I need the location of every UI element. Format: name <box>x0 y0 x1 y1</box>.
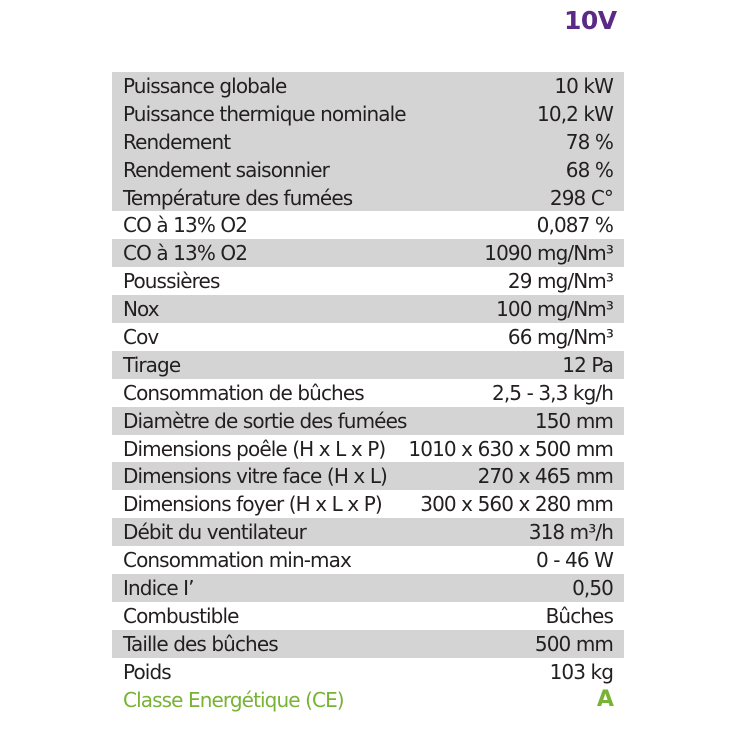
energy-class-value: A <box>596 686 613 712</box>
spec-label: Puissance globale <box>123 73 287 98</box>
spec-value: 300 x 560 x 280 mm <box>420 492 613 517</box>
energy-class-label: Classe Energétique (CE) <box>123 687 344 712</box>
spec-value: 318 m³/h <box>528 520 613 545</box>
spec-value: 10 kW <box>554 73 613 98</box>
spec-row-consommation-buches <box>112 379 624 407</box>
spec-row-nox <box>112 295 624 323</box>
spec-row-debit-ventilateur <box>112 518 624 546</box>
spec-row-temperature-fumees <box>112 184 624 212</box>
spec-value: 66 mg/Nm³ <box>507 324 613 349</box>
spec-value: 0,087 % <box>536 213 613 238</box>
spec-label: Consommation de bûches <box>123 380 364 405</box>
spec-label: Dimensions foyer (H x L x P) <box>123 492 382 517</box>
spec-row-puissance-globale <box>112 72 624 100</box>
model-title: 10V <box>564 6 617 35</box>
spec-label: Température des fumées <box>123 185 353 210</box>
spec-value: 0 - 46 W <box>535 548 613 573</box>
spec-row-poids <box>112 658 624 686</box>
spec-row-diametre-sortie <box>112 407 624 435</box>
spec-value: 103 kg <box>549 659 613 684</box>
spec-row-dimensions-poele <box>112 435 624 463</box>
spec-label: Diamètre de sortie des fumées <box>123 408 407 433</box>
spec-label: Rendement saisonnier <box>123 157 329 182</box>
spec-row-classe-energetique <box>112 686 624 714</box>
spec-label: Puissance thermique nominale <box>123 101 406 126</box>
spec-table <box>112 72 624 713</box>
spec-value: 100 mg/Nm³ <box>496 297 613 322</box>
spec-row-poussieres <box>112 267 624 295</box>
spec-label: Dimensions poêle (H x L x P) <box>123 436 386 461</box>
spec-label: Indice I’ <box>123 575 194 600</box>
spec-value: 2,5 - 3,3 kg/h <box>492 380 613 405</box>
spec-label: CO à 13% O2 <box>123 241 248 266</box>
spec-value: 78 % <box>565 129 613 154</box>
spec-label: Rendement <box>123 129 231 154</box>
spec-label: Tirage <box>123 352 181 377</box>
spec-label: Cov <box>123 324 159 349</box>
spec-row-consommation-min-max <box>112 546 624 574</box>
spec-value: 298 C° <box>549 185 613 210</box>
spec-value: 29 mg/Nm³ <box>507 269 613 294</box>
spec-value: 270 x 465 mm <box>477 464 613 489</box>
spec-label: Taille des bûches <box>123 631 278 656</box>
spec-row-co-mg <box>112 239 624 267</box>
spec-value: 1090 mg/Nm³ <box>484 241 613 266</box>
spec-label: Nox <box>123 297 159 322</box>
spec-row-indice <box>112 574 624 602</box>
spec-label: Débit du ventilateur <box>123 520 306 545</box>
spec-label: Dimensions vitre face (H x L) <box>123 464 387 489</box>
spec-label: CO à 13% O2 <box>123 213 248 238</box>
spec-label: Combustible <box>123 603 239 628</box>
spec-value: 12 Pa <box>562 352 613 377</box>
spec-value: 150 mm <box>534 408 613 433</box>
spec-row-tirage <box>112 351 624 379</box>
spec-row-taille-buches <box>112 630 624 658</box>
spec-value: 1010 x 630 x 500 mm <box>408 436 613 461</box>
spec-row-rendement-saisonnier <box>112 156 624 184</box>
spec-value: 500 mm <box>534 631 613 656</box>
spec-row-cov <box>112 323 624 351</box>
spec-row-dimensions-foyer <box>112 490 624 518</box>
spec-row-dimensions-vitre <box>112 462 624 490</box>
spec-label: Poussières <box>123 269 220 294</box>
spec-row-rendement <box>112 128 624 156</box>
spec-value: 10,2 kW <box>537 101 613 126</box>
spec-row-combustible <box>112 602 624 630</box>
spec-value: 68 % <box>565 157 613 182</box>
spec-value: Bûches <box>545 603 613 628</box>
spec-row-co-percent <box>112 211 624 239</box>
spec-row-puissance-thermique <box>112 100 624 128</box>
spec-label: Poids <box>123 659 171 684</box>
spec-label: Consommation min-max <box>123 548 351 573</box>
spec-value: 0,50 <box>572 575 613 600</box>
